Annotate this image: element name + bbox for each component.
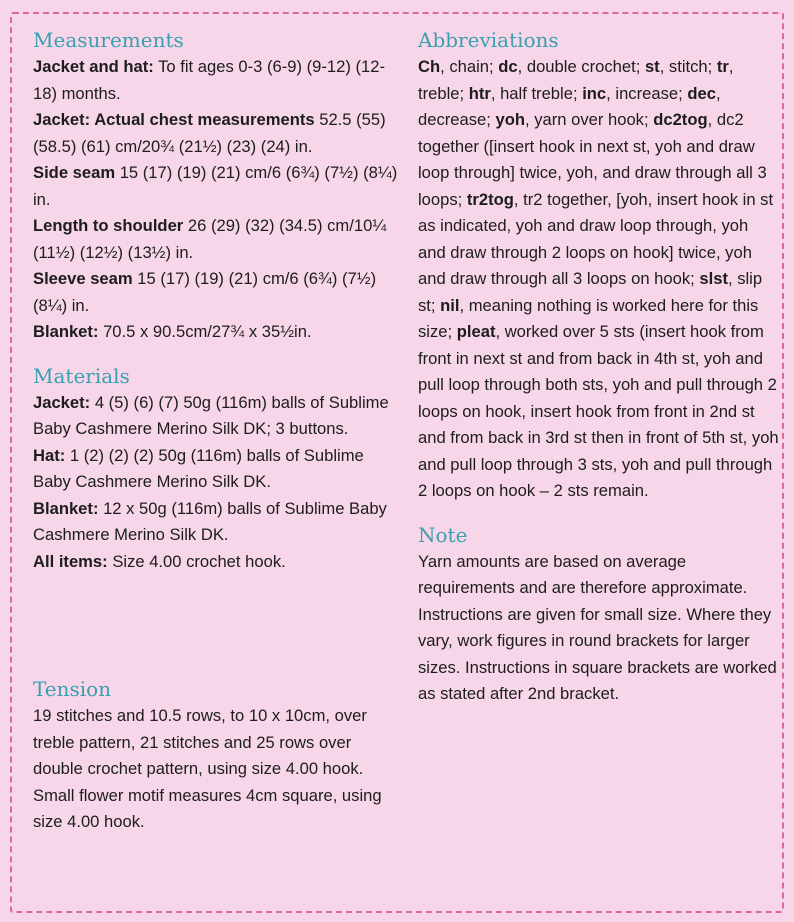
left-column [33,26,405,836]
note-heading: Note [418,522,468,547]
material-item: Blanket: 12 x 50g (116m) balls of Sublime Baby Cashmere Merino Silk DK. [33,498,387,544]
abbreviations-text: Ch, chain; dc, double crochet; st, stitch; tr, treble; htr, half treble; inc, increase; dec, decrease; yoh, yarn over hook; dc2tog, dc2 together ([insert hook in next st, yoh and draw loop through] twice, yoh, and draw through all 3 loops; tr2tog, tr2 together, [yoh, insert hook in st as indicated, yoh and draw loop through, yoh and draw through 2 loops on hook] twice, yoh and draw through all 3 loops on hook; slst, slip st; nil, meaning nothing is worked here for this size; pleat, worked over 5 sts (insert hook from front in next st and from back in 4th st, yoh and pull loop through both sts, yoh and pull through 2 loops on hook, insert hook from front in 2nd st and from back in 3rd st then in front of 5th st, yoh and pull loop through 3 sts, yoh and pull through 2 loops on hook – 2 sts remain. [418,57,779,500]
measurement-item: Sleeve seam 15 (17) (19) (21) cm/6 (6¾) (7½) (8¼) in. [33,269,377,315]
right-column [418,26,780,708]
abbreviations-heading: Abbreviations [418,28,559,52]
note-text: Yarn amounts are based on average requirements and are therefore approximate. Instructions are given for small size. Where they vary, work figures in round brackets for larger sizes. Instructions in square brackets are worked as stated after 2nd bracket. [418,551,777,703]
measurement-item: Jacket: Actual chest measurements 52.5 (55) (58.5) (61) cm/20¾ (21½) (23) (24) in. [33,110,386,156]
material-item: Hat: 1 (2) (2) (2) 50g (116m) balls of Sublime Baby Cashmere Merino Silk DK. [33,445,364,491]
measurement-item: Blanket: 70.5 x 90.5cm/27¾ x 35½in. [33,322,312,341]
material-item: All items: Size 4.00 crochet hook. [33,551,286,571]
materials-list [33,390,405,576]
measurements-list [33,54,405,346]
tension-text: 19 stitches and 10.5 rows, to 10 x 10cm, over treble pattern, 21 stitches and 25 rows over double crochet pattern, using size 4.00 hook. Small flower motif measures 4cm square, using size 4.00 hook. [33,706,382,831]
material-item: Jacket: 4 (5) (6) (7) 50g (116m) balls of Sublime Baby Cashmere Merino Silk DK; 3 buttons. [33,392,389,438]
measurement-item: Jacket and hat: To fit ages 0-3 (6-9) (9-12) (12-18) months. [33,57,385,103]
measurements-heading: Measurements [33,28,184,52]
materials-heading: Materials [33,363,130,388]
tension-heading: Tension [33,677,112,701]
measurement-item: Length to shoulder 26 (29) (32) (34.5) cm/10¼ (11½) (12½) (13½) in. [33,216,387,262]
measurement-item: Side seam 15 (17) (19) (21) cm/6 (6¾) (7½) (8¼) in. [33,163,398,209]
